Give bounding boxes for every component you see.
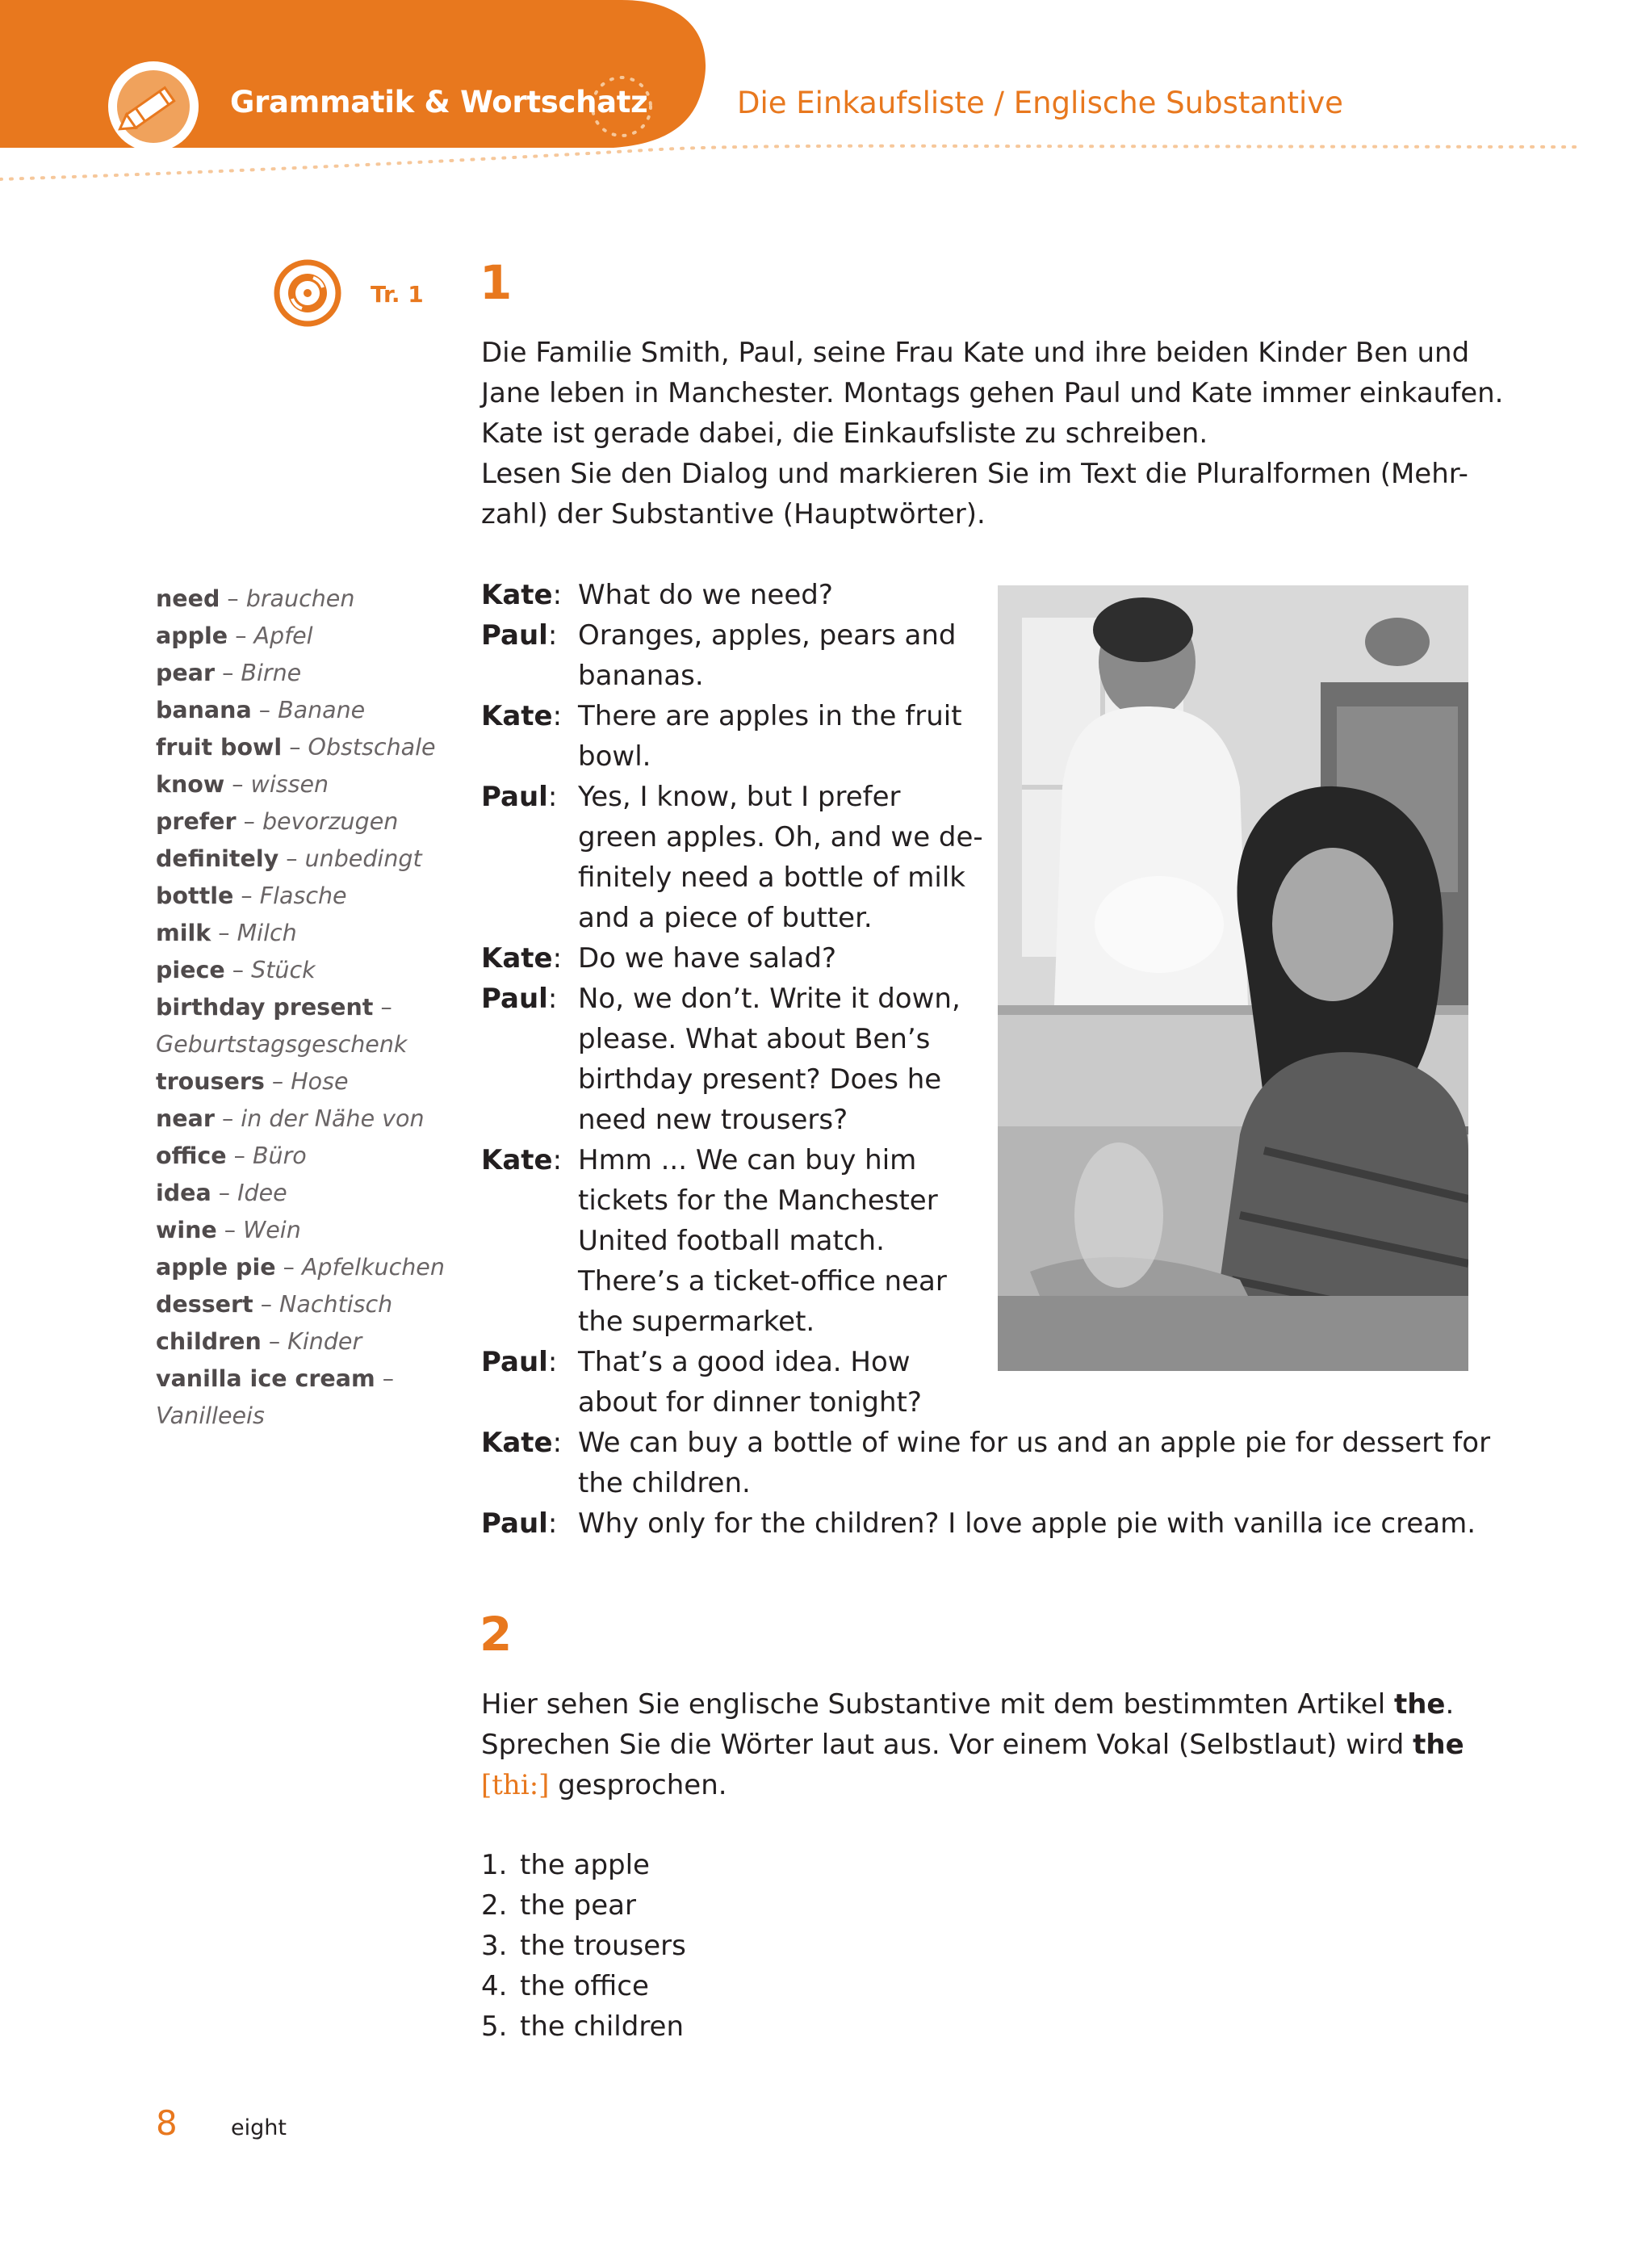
vocab-german: Obstschale <box>308 734 436 761</box>
phonetic-transcription: [thi:] <box>481 1769 550 1801</box>
vocab-german: in der Nähe von <box>241 1105 425 1132</box>
list-item: 1. the apple <box>481 1849 650 1881</box>
dialogue-turn: Paul: Oranges, apples, pears and bananas. <box>481 615 1490 696</box>
vocab-entry: apple – Apfel <box>156 623 313 649</box>
vocab-entry: vanilla ice cream – <box>156 1365 394 1392</box>
speaker-name: Kate <box>481 1427 553 1459</box>
vocab-german: Banane <box>278 697 366 723</box>
dialogue-line: Why only for the children? I love apple pie with vanilla ice cream. <box>578 1507 1476 1540</box>
vocab-entry: near – in der Nähe von <box>156 1105 425 1132</box>
vocab-english: idea <box>156 1180 211 1206</box>
dialogue-line: What do we need? <box>578 579 833 611</box>
article-the: the <box>1393 1688 1446 1721</box>
vocab-entry: wine – Wein <box>156 1217 301 1243</box>
instruction-line: Hier sehen Sie englische Substantive mit dem bestimmten Artikel the. <box>481 1688 1455 1721</box>
exercise-2-number: 2 <box>479 1607 513 1662</box>
vocab-english: trousers <box>156 1068 265 1095</box>
dialogue-line: Hmm ... We can buy him <box>578 1144 917 1176</box>
vocab-german: Geburtstagsgeschenk <box>156 1031 408 1058</box>
speaker-name: Kate <box>481 579 553 611</box>
dialogue-line: the children. <box>578 1467 751 1499</box>
vocab-german: Milch <box>237 920 297 946</box>
vocab-entry: trousers – Hose <box>156 1068 349 1095</box>
dialogue-line: finitely need a bottle of milk <box>578 862 965 894</box>
vocab-entry: milk – Milch <box>156 920 297 946</box>
dialogue-line: United football match. <box>578 1225 885 1257</box>
dialogue-line: That’s a good idea. How <box>578 1346 911 1378</box>
vocab-english: near <box>156 1105 215 1132</box>
instruction-line: Jane leben in Manchester. Montags gehen Paul und Kate immer einkaufen. <box>481 377 1504 409</box>
list-item: 5. the children <box>481 2010 685 2043</box>
page-subtitle: Die Einkaufsliste / Englische Substantive <box>737 86 1343 120</box>
dialogue-line: No, we don’t. Write it down, <box>578 983 961 1015</box>
noun-list <box>481 1845 686 2047</box>
vocab-english: apple <box>156 623 228 649</box>
speaker-name: Paul <box>481 619 548 652</box>
vocab-german: Büro <box>252 1142 307 1169</box>
vocab-german: Apfelkuchen <box>301 1254 445 1281</box>
instruction-line: [thi:] gesprochen. <box>481 1769 727 1801</box>
dialogue-line: and a piece of butter. <box>578 902 873 934</box>
speaker-name: Paul <box>481 983 548 1015</box>
dialogue-turn: Paul: No, we don’t. Write it down, please. What about Ben’s birthday present? Does he need new trousers? <box>481 979 1490 1140</box>
instruction-line: Die Familie Smith, Paul, seine Frau Kate und ihre beiden Kinder Ben und <box>481 337 1470 369</box>
instruction-line: Lesen Sie den Dialog und markieren Sie im Text die Pluralformen (Mehr- <box>481 458 1468 490</box>
dialogue-turn: Paul: That’s a good idea. How about for dinner tonight? <box>481 1342 1490 1423</box>
dialogue-line: about for dinner tonight? <box>578 1386 922 1419</box>
dialogue-line: please. What about Ben’s <box>578 1023 931 1055</box>
vocab-english: piece <box>156 957 225 983</box>
vocab-german: Nachtisch <box>279 1291 393 1318</box>
list-item: 2. the pear <box>481 1889 636 1922</box>
vocab-entry: apple pie – Apfelkuchen <box>156 1254 445 1281</box>
section-title: Grammatik & Wortschatz <box>230 85 648 119</box>
list-item: 4. the office <box>481 1970 649 2002</box>
speaker-name: Paul <box>481 781 548 813</box>
vocab-english: fruit bowl <box>156 734 283 761</box>
vocab-german: brauchen <box>245 585 355 612</box>
exercise-2-instructions <box>481 1684 1464 1805</box>
instruction-line: Kate ist gerade dabei, die Einkaufsliste zu schreiben. <box>481 417 1208 450</box>
vocab-english: need <box>156 585 220 612</box>
vocab-english: pear <box>156 660 216 686</box>
speaker-name: Kate <box>481 942 553 975</box>
page-number-word: eight <box>231 2115 287 2140</box>
instruction-line: zahl) der Substantive (Hauptwörter). <box>481 498 986 530</box>
page-number: 8 <box>156 2103 178 2143</box>
vocab-german: Wein <box>243 1217 301 1243</box>
vocab-entry: piece – Stück <box>156 957 316 983</box>
vocab-entry: pear – Birne <box>156 660 302 686</box>
vocab-entry-continued <box>156 1398 430 1435</box>
dialogue-turn: Kate: We can buy a bottle of wine for us and an apple pie for dessert for the children. <box>481 1423 1490 1503</box>
vocab-entry: office – Büro <box>156 1142 307 1169</box>
vocab-german: Flasche <box>259 882 347 909</box>
cd-icon <box>271 257 344 329</box>
vocab-entry: children – Kinder <box>156 1328 362 1355</box>
dialogue <box>481 575 1490 1544</box>
vocab-english: dessert <box>156 1291 253 1318</box>
dialogue-turn: Paul: Yes, I know, but I prefer green apples. Oh, and we de- finitely need a bottle of milk and a piece of butter. <box>481 777 1490 938</box>
vocab-german: wissen <box>250 771 329 798</box>
vocab-english: apple pie <box>156 1254 276 1281</box>
dialogue-line: Yes, I know, but I prefer <box>578 781 901 813</box>
dialogue-line: the supermarket. <box>578 1306 815 1338</box>
vocab-english: children <box>156 1328 262 1355</box>
vocab-english: milk <box>156 920 211 946</box>
vocab-entry: bottle – Flasche <box>156 882 347 909</box>
dialogue-line: need new trousers? <box>578 1104 848 1136</box>
vocab-entry: prefer – bevorzugen <box>156 808 399 835</box>
vocab-german: bevorzugen <box>262 808 399 835</box>
pencil-icon <box>108 61 199 152</box>
dialogue-line: There are apples in the fruit <box>578 700 962 732</box>
vocab-entry: know – wissen <box>156 771 329 798</box>
dialogue-turn: Kate: What do we need? <box>481 575 1490 615</box>
vocab-entry: banana – Banane <box>156 697 366 723</box>
dialogue-line: birthday present? Does he <box>578 1063 942 1096</box>
vocab-english: birthday present <box>156 994 374 1021</box>
vocab-entry: definitely – unbedingt <box>156 845 422 872</box>
dialogue-line: tickets for the Manchester <box>578 1184 938 1217</box>
speaker-name: Paul <box>481 1346 548 1378</box>
vocabulary-list <box>156 581 445 1435</box>
vocab-entry: dessert – Nachtisch <box>156 1291 393 1318</box>
dialogue-turn: Kate: Hmm ... We can buy him tickets for the Manchester United football match. There’s a ticket-office near the supermarket. <box>481 1140 1490 1342</box>
vocab-english: prefer <box>156 808 237 835</box>
vocab-german: Idee <box>237 1180 287 1206</box>
dialogue-line: Do we have salad? <box>578 942 837 975</box>
vocab-german: Vanilleeis <box>156 1402 265 1429</box>
vocab-english: office <box>156 1142 227 1169</box>
dialogue-line: There’s a ticket-office near <box>578 1265 947 1297</box>
instruction-line: Sprechen Sie die Wörter laut aus. Vor einem Vokal (Selbstlaut) wird the <box>481 1729 1464 1761</box>
list-item: 3. the trousers <box>481 1930 686 1962</box>
vocab-english: vanilla ice cream <box>156 1365 375 1392</box>
vocab-english: bottle <box>156 882 234 909</box>
vocab-entry: need – brauchen <box>156 585 355 612</box>
vocab-german: Stück <box>251 957 316 983</box>
vocab-german: Hose <box>291 1068 349 1095</box>
vocab-entry: fruit bowl – Obstschale <box>156 734 436 761</box>
dialogue-line: Oranges, apples, pears and <box>578 619 957 652</box>
dialogue-line: We can buy a bottle of wine for us and an apple pie for dessert for <box>578 1427 1491 1459</box>
article-the: the <box>1413 1729 1464 1761</box>
exercise-1-number: 1 <box>479 255 513 310</box>
exercise-1-instructions <box>481 333 1503 535</box>
vocab-german: unbedingt <box>304 845 422 872</box>
vocab-german: Apfel <box>253 623 313 649</box>
vocab-english: banana <box>156 697 252 723</box>
vocab-german: Birne <box>241 660 302 686</box>
speaker-name: Kate <box>481 700 553 732</box>
vocab-entry: birthday present – <box>156 994 392 1021</box>
dialogue-turn: Kate: There are apples in the fruit bowl. <box>481 696 1490 777</box>
dialogue-line: bananas. <box>578 660 704 692</box>
speaker-name: Kate <box>481 1144 553 1176</box>
vocab-entry-continued <box>156 1026 430 1063</box>
vocab-entry: idea – Idee <box>156 1180 287 1206</box>
speaker-name: Paul <box>481 1507 548 1540</box>
dialogue-line: green apples. Oh, and we de- <box>578 821 983 853</box>
track-label: Tr. 1 <box>371 281 424 308</box>
vocab-english: know <box>156 771 225 798</box>
vocab-english: definitely <box>156 845 279 872</box>
vocab-english: wine <box>156 1217 217 1243</box>
vocab-german: Kinder <box>287 1328 362 1355</box>
dialogue-line: bowl. <box>578 740 651 773</box>
dialogue-turn: Kate: Do we have salad? <box>481 938 1490 979</box>
dialogue-turn: Paul: Why only for the children? I love apple pie with vanilla ice cream. <box>481 1503 1490 1544</box>
